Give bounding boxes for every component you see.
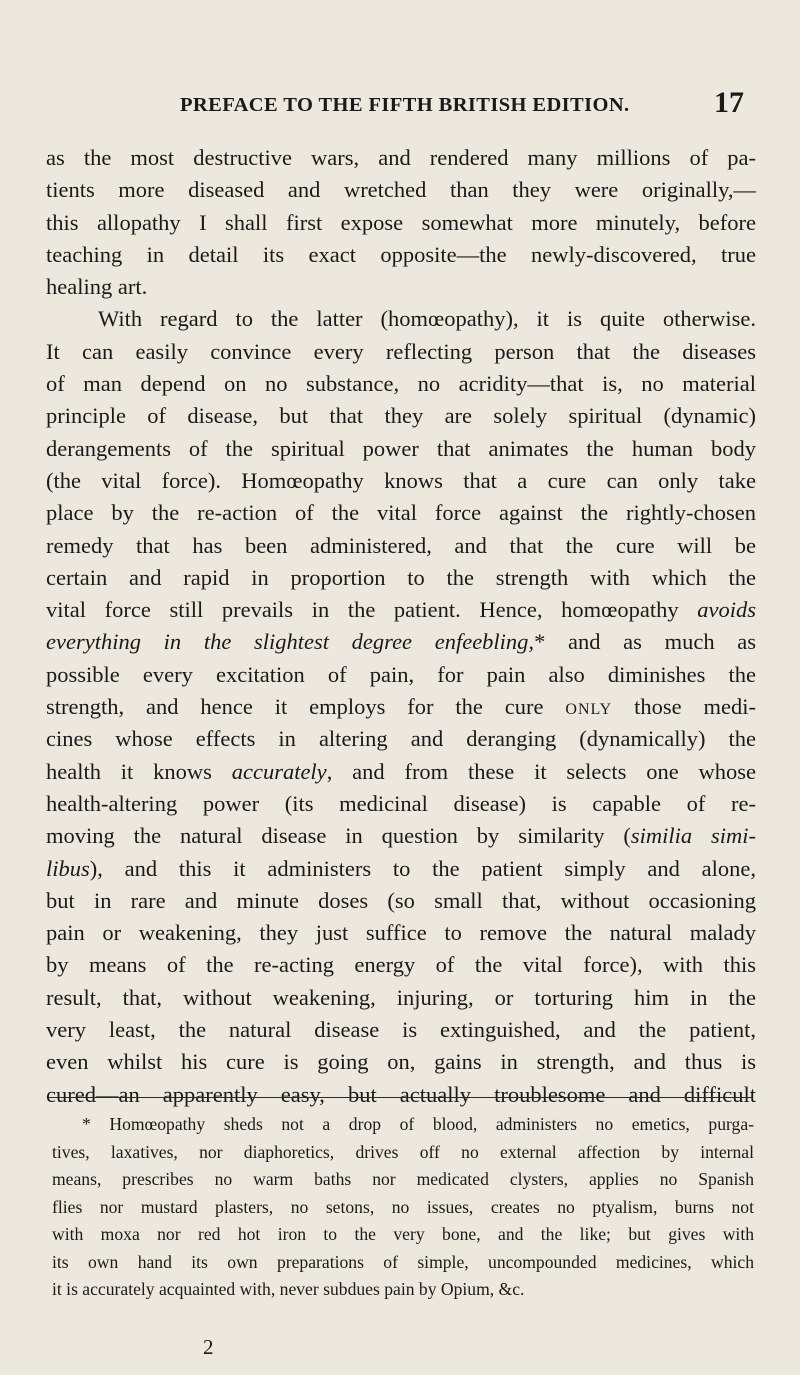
line-text: ), and this it administers to the patient simply and alone, — [89, 855, 756, 881]
footnote-line: * Homœopathy sheds not a drop of blood, administers no emetics, purga- — [82, 1114, 754, 1134]
body-line: result, that, without weakening, injuring, or torturing him in the — [46, 984, 756, 1010]
line-text: and as much as — [545, 629, 756, 655]
body-line: by means of the re-acting energy of the vital force), with this — [46, 952, 756, 978]
body-line: remedy that has been administered, and that the cure will be — [46, 532, 756, 558]
footnote-line: its own hand its own preparations of simple, uncompounded medicines, which — [52, 1251, 754, 1272]
body-line: (the vital force). Homœopathy knows that a cure can only take — [46, 467, 756, 493]
footnote-line: with moxa nor red hot iron to the very bone, and the like; but gives with — [52, 1224, 754, 1244]
signature-mark — [0, 1335, 800, 1365]
italic-phrase: everything in the slightest degree enfeebling, — [46, 629, 535, 655]
body-line: as the most destructive wars, and rendered many millions of pa- — [46, 145, 756, 170]
footnote-marker: * — [534, 629, 546, 655]
body-line: health-altering power (its medicinal disease) is capable of re- — [46, 790, 756, 816]
italic-accurately: accurately — [231, 758, 327, 784]
body-line: cured—an apparently easy, but actually troublesome and difficult — [46, 1081, 756, 1107]
body-line — [46, 594, 756, 626]
line-text: health it knows — [46, 758, 232, 784]
small-caps-only: only — [565, 694, 613, 720]
body-line: place by the re-action of the vital force against the rightly-chosen — [46, 500, 756, 526]
body-line — [46, 626, 756, 658]
body-line: possible every excitation of pain, for pain also diminishes the — [46, 661, 756, 687]
italic-libus: libus — [46, 855, 90, 881]
body-line: pain or weakening, they just suffice to remove the natural malady — [46, 920, 756, 946]
body-line: cines whose effects in altering and deranging (dynamically) the — [46, 726, 756, 752]
body-line: With regard to the latter (homœopathy), it is quite otherwise. — [98, 306, 756, 332]
body-line: but in rare and minute doses (so small that, without occasioning — [46, 887, 756, 913]
line-text: strength, and hence it employs for the cure — [46, 694, 566, 720]
body-line — [46, 756, 756, 788]
body-text — [46, 142, 756, 1111]
footnote-line: means, prescribes no warm baths nor medicated clysters, applies no Spanish — [52, 1169, 754, 1189]
body-line — [46, 691, 756, 723]
body-line — [46, 820, 756, 852]
running-title: PREFACE TO THE FIFTH BRITISH EDITION. — [180, 94, 630, 116]
footnote-rule — [48, 1097, 753, 1098]
footnote — [52, 1111, 754, 1304]
italic-similia: similia simi- — [630, 823, 756, 849]
line-text: those medi- — [612, 694, 756, 720]
footnote-line: tives, laxatives, nor diaphoretics, drives off no external affection by internal — [52, 1141, 754, 1162]
body-line: teaching in detail its exact opposite—the newly-discovered, true — [46, 241, 756, 267]
signature-number: 2 — [203, 1335, 214, 1359]
body-line: principle of disease, but that they are solely spiritual (dynamic) — [46, 403, 756, 429]
body-line — [46, 853, 756, 885]
italic-avoids: avoids — [697, 597, 757, 623]
body-line: derangements of the spiritual power that animates the human body — [46, 435, 756, 461]
page-number: 17 — [714, 86, 744, 119]
body-line: certain and rapid in proportion to the strength with which the — [46, 564, 756, 590]
body-line: this allopathy I shall first expose somewhat more minutely, before — [46, 209, 756, 235]
body-line: healing art. — [46, 274, 148, 300]
body-line: very least, the natural disease is extinguished, and the patient, — [46, 1017, 756, 1043]
body-line: It can easily convince every reflecting person that the diseases — [46, 338, 756, 364]
running-head — [58, 86, 744, 126]
footnote-line: it is accurately acquainted with, never subdues pain by Opium, &c. — [52, 1279, 525, 1299]
body-line: of man depend on no substance, no acridity—that is, no material — [46, 371, 756, 397]
footnote-line: flies nor mustard plasters, no setons, no issues, creates no ptyalism, burns not — [52, 1196, 754, 1217]
line-text: , and from these it selects one whose — [326, 758, 756, 784]
body-line: tients more diseased and wretched than they were originally,— — [46, 177, 756, 203]
line-text: vital force still prevails in the patient. Hence, homœopathy — [46, 597, 679, 623]
line-text: moving the natural disease in question by similarity ( — [46, 823, 631, 849]
body-line: even whilst his cure is going on, gains in strength, and thus is — [46, 1049, 756, 1075]
